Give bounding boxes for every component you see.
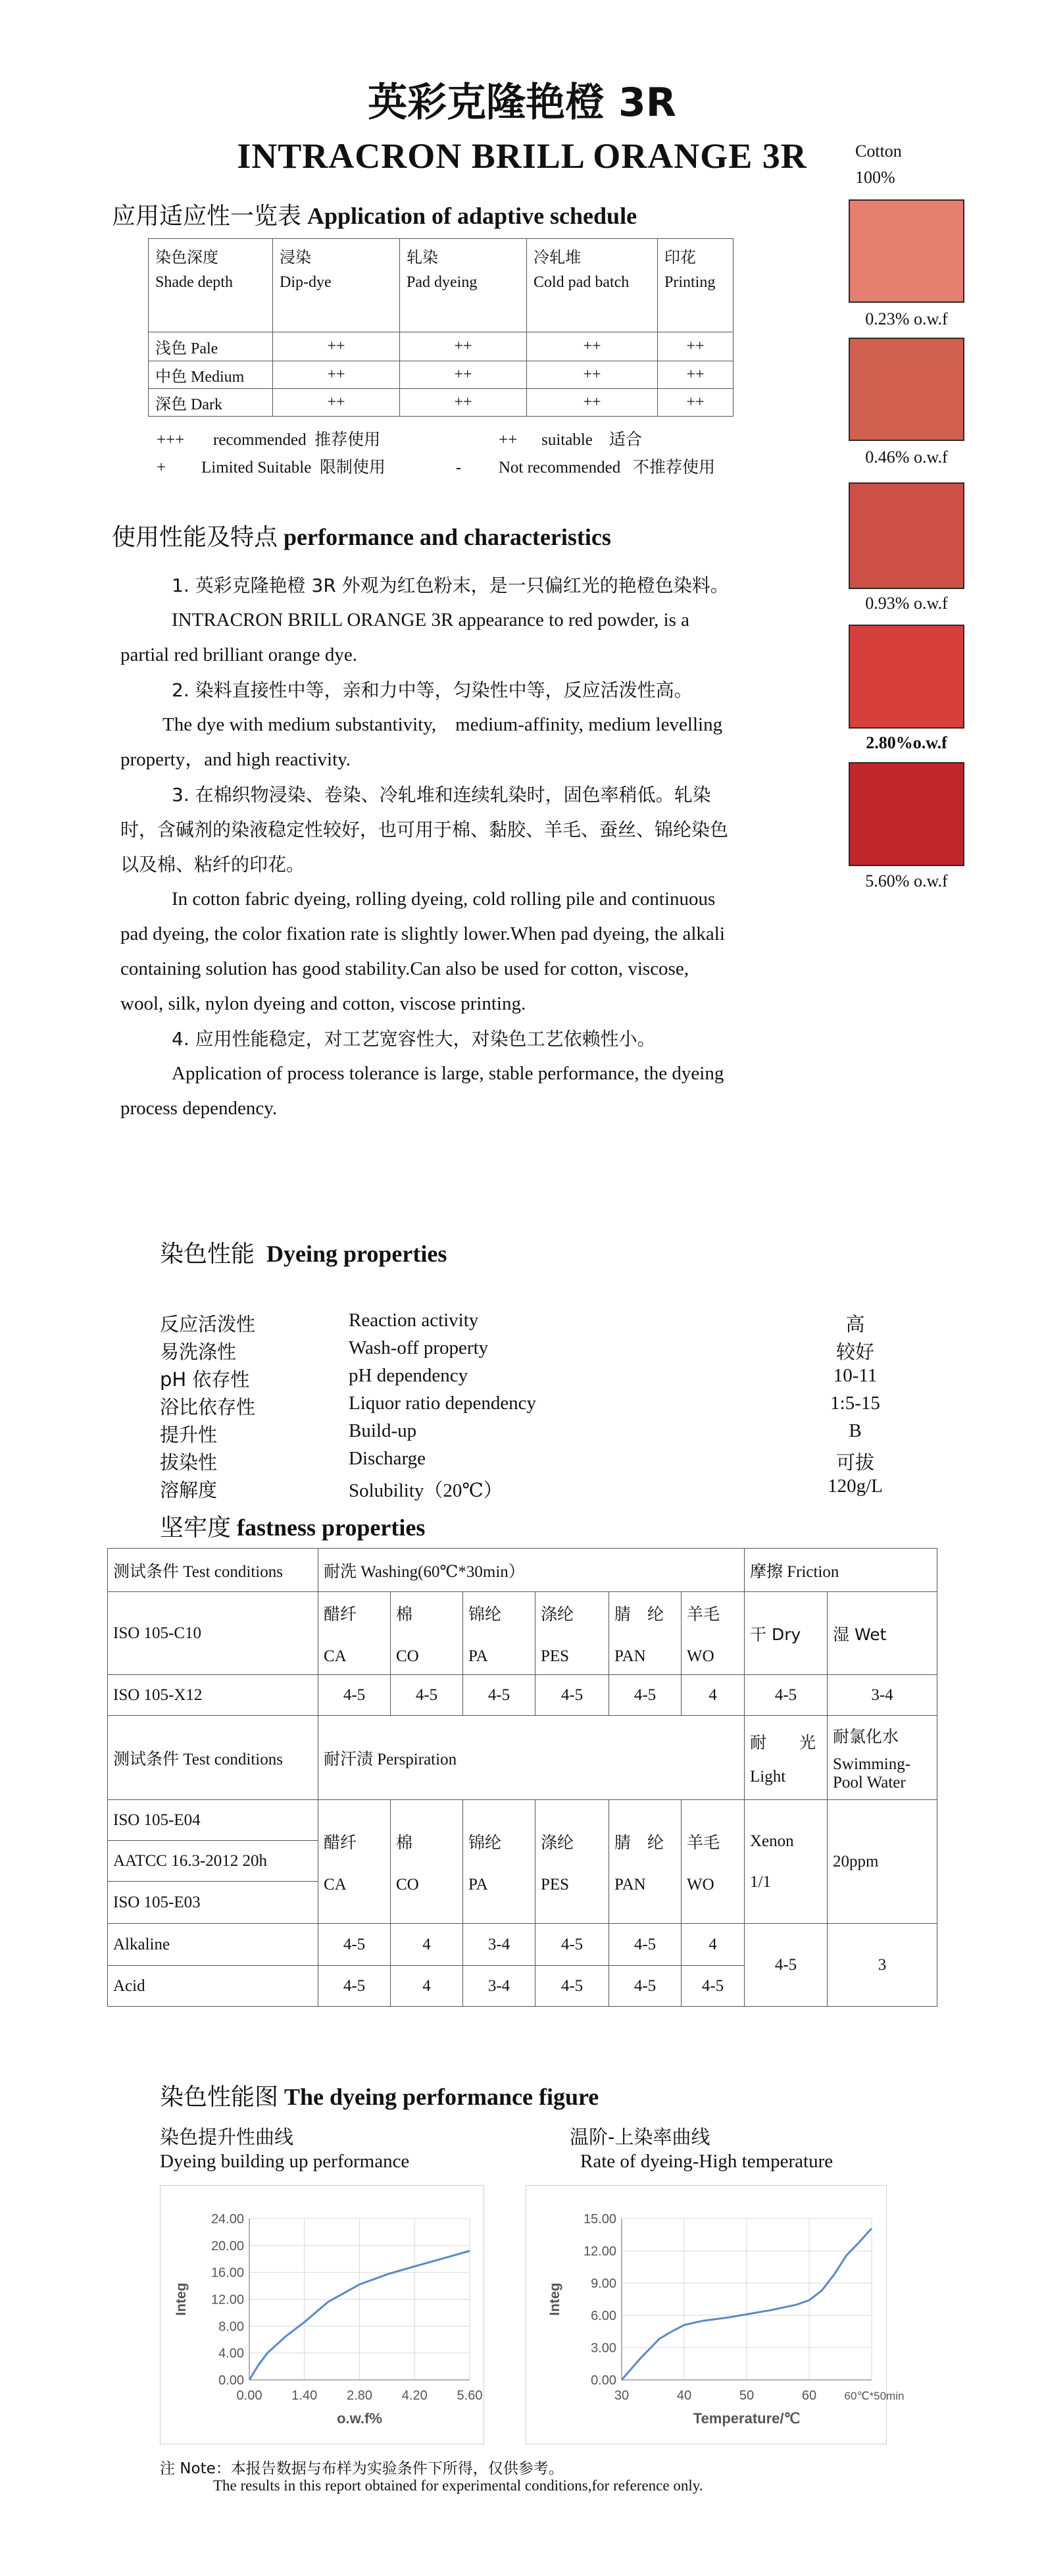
substrate-line1: Cotton (855, 142, 902, 161)
table-row: ISO 105-E03 (108, 1882, 937, 1924)
table-row: ISO 105-C10 醋纤 CA 棉 CO 锦纶 PA 涤纶 PES 腈 纶 PAN 羊毛 WO 干 Dry 湿 Wet (108, 1592, 937, 1675)
swatch-0 (849, 199, 964, 303)
y-tick-label: 0.00 (591, 2373, 616, 2388)
perf-para-8: Application of process tolerance is large, stable performance, the dyeing process dependency. (120, 1063, 724, 1119)
x-tick-label: 60 (801, 2388, 817, 2403)
performance-heading: 使用性能及特点 performance and characteristics (112, 524, 611, 551)
y-axis-label: Integ (547, 2282, 562, 2316)
adaptive-heading (112, 197, 637, 231)
perf-para-4: The dye with medium substantivity, medium-affinity, medium levelling property，and high reactivity. (120, 714, 723, 770)
perf-para-5: 3. 在棉织物浸染、卷染、冷轧堆和连续轧染时，固色率稍低。轧染时，含碱剂的染液稳定性较好，也可用于棉、黏胶、羊毛、蚕丝、锦纶染色以及棉、粘纤的印花。 (120, 784, 729, 875)
x-axis-label: Temperature/℃ (693, 2410, 801, 2427)
perf-para-1: 1. 英彩克隆艳橙 3R 外观为红色粉末，是一只偏红光的艳橙色染料。 (172, 575, 729, 596)
performance-text (120, 568, 732, 1126)
y-tick-label: 20.00 (211, 2238, 244, 2254)
swatch-label-4: 5.60% o.w.f (865, 871, 948, 890)
y-tick-label: 12.00 (583, 2244, 616, 2259)
swatch-label-0: 0.23% o.w.f (865, 309, 948, 328)
substrate-line2: 100% (855, 168, 895, 187)
y-tick-label: 4.00 (218, 2346, 244, 2361)
y-tick-label: 16.00 (211, 2265, 244, 2280)
table-row: AATCC 16.3-2012 20h (108, 1841, 937, 1882)
swatch-label-2: 0.93% o.w.f (865, 594, 948, 613)
x-tick-label: 5.60 (457, 2388, 483, 2403)
adaptive-table (148, 238, 733, 417)
y-tick-label: 12.00 (211, 2292, 244, 2307)
figures-heading: 染色性能图 The dyeing performance figure (160, 2084, 599, 2111)
right-chart-title-en: Rate of dyeing-High temperature (580, 2151, 833, 2172)
note-en: The results in this report obtained for experimental conditions,for reference only. (213, 2477, 703, 2494)
table-row: 测试条件 Test conditions 耐汗渍 Perspiration 耐 光 Light 耐氯化水 Swimming-Pool Water (108, 1716, 937, 1800)
adaptive-col-4: 印花 Printing (658, 239, 733, 332)
table-row: Acid 4-5 4 3-4 4-5 4-5 4-5 (108, 1966, 937, 2007)
legend-line-2: + Limited Suitable 限制使用 - Not recommended 不推荐使用 (157, 457, 715, 477)
x-tick-label: 60℃*50min (844, 2390, 905, 2402)
temperature-chart-svg (526, 2186, 905, 2444)
y-tick-label: 3.00 (591, 2341, 616, 2356)
x-tick-label: 2.80 (347, 2388, 372, 2403)
fastness-heading: 坚牢度 fastness properties (160, 1514, 426, 1541)
swatch-2 (849, 482, 964, 589)
adaptive-col-0: 染色深度 Shade depth (149, 239, 273, 332)
table-row: ISO 105-X12 4-5 4-5 4-5 4-5 4-5 4 4-5 3-4 (108, 1675, 937, 1716)
perf-para-7: 4. 应用性能稳定，对工艺宽容性大，对染色工艺依赖性小。 (172, 1028, 656, 1050)
x-tick-label: 1.40 (291, 2388, 318, 2403)
fastness-table (107, 1548, 937, 2007)
table-row: 中色 Medium ++ ++ ++ ++ (149, 361, 733, 389)
left-chart-title-cn: 染色提升性曲线 (160, 2126, 294, 2148)
x-tick-label: 30 (614, 2388, 630, 2403)
swatch-label-1: 0.46% o.w.f (865, 448, 948, 467)
legend-line-1: +++ recommended 推荐使用 ++ suitable 适合 (157, 430, 642, 449)
table-row: ISO 105-E04 醋纤 CA 棉 CO 锦纶 PA 涤纶 PES 腈 纶 PAN 羊毛 WO Xenon 1/1 20ppm (108, 1800, 937, 1841)
page-title-en: INTRACRON BRILL ORANGE 3R (237, 136, 807, 176)
swatch-1 (849, 338, 964, 441)
y-tick-label: 0.00 (218, 2373, 244, 2388)
swatch-label-3: 2.80%o.w.f (866, 733, 947, 752)
perf-para-6: In cotton fabric dyeing, rolling dyeing, cold rolling pile and continuous pad dyeing, the color fixation rate is slightly lower.When pad dyeing, the alkali containing solution has good stability.Can also be used for cotton, viscose, wool, silk, nylon dyeing and cotton, viscose printing. (120, 889, 725, 1014)
x-axis-label: o.w.f% (337, 2410, 382, 2427)
perf-para-2: INTRACRON BRILL ORANGE 3R appearance to red powder, is a partial red brilliant orange dye. (120, 609, 690, 665)
adaptive-col-2: 轧染 Pad dyeing (400, 239, 527, 332)
x-tick-label: 50 (739, 2388, 755, 2403)
adaptive-col-1: 浸染 Dip-dye (273, 239, 400, 332)
x-tick-label: 0.00 (236, 2388, 262, 2403)
swatch-3 (849, 625, 964, 729)
adaptive-header-row (149, 239, 733, 332)
y-tick-label: 8.00 (218, 2319, 244, 2334)
table-row: 深色 Dark ++ ++ ++ ++ (149, 389, 733, 417)
build-up-chart-svg (161, 2186, 484, 2444)
page-title-cn: 英彩克隆艳橙 3R (368, 80, 676, 126)
substrate-label (855, 138, 902, 191)
y-tick-label: 15.00 (583, 2212, 616, 2227)
perf-para-3: 2. 染料直接性中等，亲和力中等，匀染性中等，反应活泼性高。 (172, 679, 693, 701)
adaptive-heading-en: Application of adaptive schedule (307, 203, 637, 229)
left-chart-title-en: Dyeing building up performance (160, 2151, 410, 2172)
y-tick-label: 6.00 (591, 2309, 616, 2323)
table-row: 测试条件 Test conditions 耐洗 Washing(60℃*30min） 摩擦 Friction (108, 1549, 937, 1592)
dyeing-heading: 染色性能 Dyeing properties (160, 1241, 447, 1268)
table-row: Alkaline 4-5 4 3-4 4-5 4-5 4 4-5 3 (108, 1924, 937, 1966)
y-tick-label: 24.00 (211, 2212, 244, 2227)
adaptive-col-3: 冷轧堆 Cold pad batch (527, 239, 658, 332)
temperature-chart (526, 2185, 905, 2444)
note-cn: 注 Note：本报告数据与布样为实验条件下所得，仅供参考。 (160, 2460, 564, 2477)
y-tick-label: 9.00 (591, 2277, 616, 2291)
build-up-chart (160, 2185, 484, 2444)
table-row: 浅色 Pale ++ ++ ++ ++ (149, 332, 733, 361)
x-tick-label: 40 (676, 2388, 692, 2403)
x-tick-label: 4.20 (401, 2388, 428, 2403)
swatch-4 (849, 762, 964, 866)
y-axis-label: Integ (174, 2282, 189, 2316)
right-chart-title-cn: 温阶-上染率曲线 (570, 2126, 710, 2148)
adaptive-heading-cn: 应用适应性一览表 (112, 203, 302, 230)
